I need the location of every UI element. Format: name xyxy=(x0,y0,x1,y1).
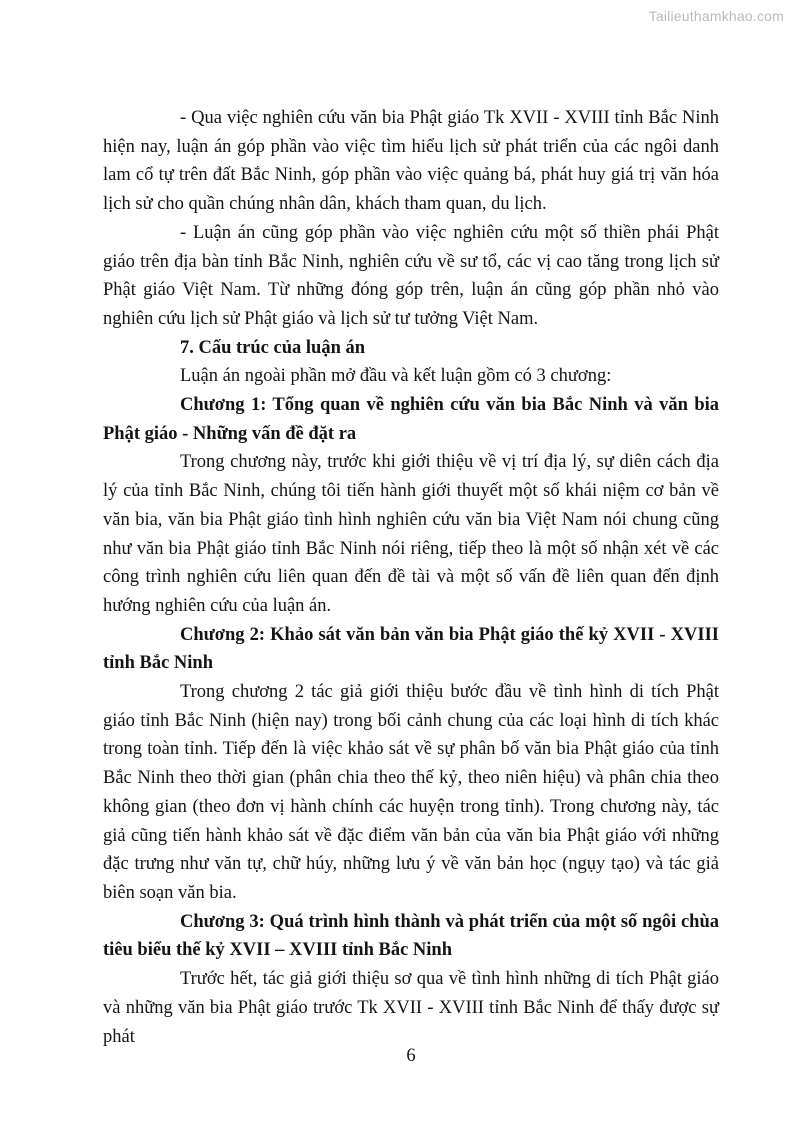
document-body xyxy=(103,104,719,1051)
body-paragraph: Luận án ngoài phần mở đầu và kết luận gồm có 3 chương: xyxy=(180,366,612,387)
watermark-text: Tailieuthamkhao.com xyxy=(648,8,784,24)
page-number: 6 xyxy=(406,1046,416,1066)
section-heading: 7. Cấu trúc của luận án xyxy=(180,337,366,358)
section-heading: Chương 3: Quá trình hình thành và phát triển của một số ngôi chùa tiêu biểu thế kỷ XVII – XVIII tỉnh Bắc Ninh xyxy=(103,911,719,961)
body-paragraph: - Luận án cũng góp phần vào việc nghiên cứu một số thiền phái Phật giáo trên địa bàn tỉnh Bắc Ninh, nghiên cứu về sư tổ, các vị cao tăng trong lịch sử Phật giáo Việt Nam. Từ những đóng góp trên, luận án cũng góp phần nhỏ vào nghiên cứu lịch sử Phật giáo và lịch sử tư tưởng Việt Nam. xyxy=(103,222,719,329)
section-heading: Chương 2: Khảo sát văn bản văn bia Phật giáo thế kỷ XVII - XVIII tỉnh Bắc Ninh xyxy=(103,624,719,674)
section-heading: Chương 1: Tổng quan về nghiên cứu văn bia Bắc Ninh và văn bia Phật giáo - Những vấn đề đặt ra xyxy=(103,395,719,444)
body-paragraph: Trong chương này, trước khi giới thiệu về vị trí địa lý, sự diên cách địa lý của tỉnh Bắc Ninh, chúng tôi tiến hành giới thuyết một số khái niệm cơ bản về văn bia, văn bia Phật giáo tình hình nghiên cứu văn bia Việt Nam nói chung cũng như văn bia Phật giáo tỉnh Bắc Ninh nói riêng, tiếp theo là một số nhận xét về các công trình nghiên cứu liên quan đến đề tài và một số vấn đề liên quan đến định hướng nghiên cứu của luận án. xyxy=(103,452,719,616)
body-paragraph: Trong chương 2 tác giả giới thiệu bước đầu về tình hình di tích Phật giáo tỉnh Bắc Ninh (hiện nay) trong bối cảnh chung của các loại hình di tích khác trong toàn tỉnh. Tiếp đến là việc khảo sát về sự phân bố văn bia Phật giáo của tỉnh Bắc Ninh theo thời gian (phân chia theo thế kỷ, theo niên hiệu) và phân chia theo không gian (theo đơn vị hành chính các huyện trong tỉnh). Trong chương này, tác giả cũng tiến hành khảo sát về đặc điểm văn bản của văn bia Phật giáo với những đặc trưng như văn tự, chữ húy, những lưu ý về văn bản học (ngụy tạo) và tác giả biên soạn văn bia. xyxy=(103,682,719,903)
body-paragraph: - Qua việc nghiên cứu văn bia Phật giáo Tk XVII - XVIII tỉnh Bắc Ninh hiện nay, luận án góp phần vào việc tìm hiểu lịch sử phát triển của các ngôi danh lam cổ tự trên đất Bắc Ninh, góp phần vào việc quảng bá, phát huy giá trị văn hóa lịch sử cho quần chúng nhân dân, khách tham quan, du lịch. xyxy=(103,108,719,215)
body-paragraph: Trước hết, tác giả giới thiệu sơ qua về tình hình những di tích Phật giáo và những văn bia Phật giáo trước Tk XVII - XVIII tỉnh Bắc Ninh để thấy được sự phát xyxy=(103,969,719,1047)
